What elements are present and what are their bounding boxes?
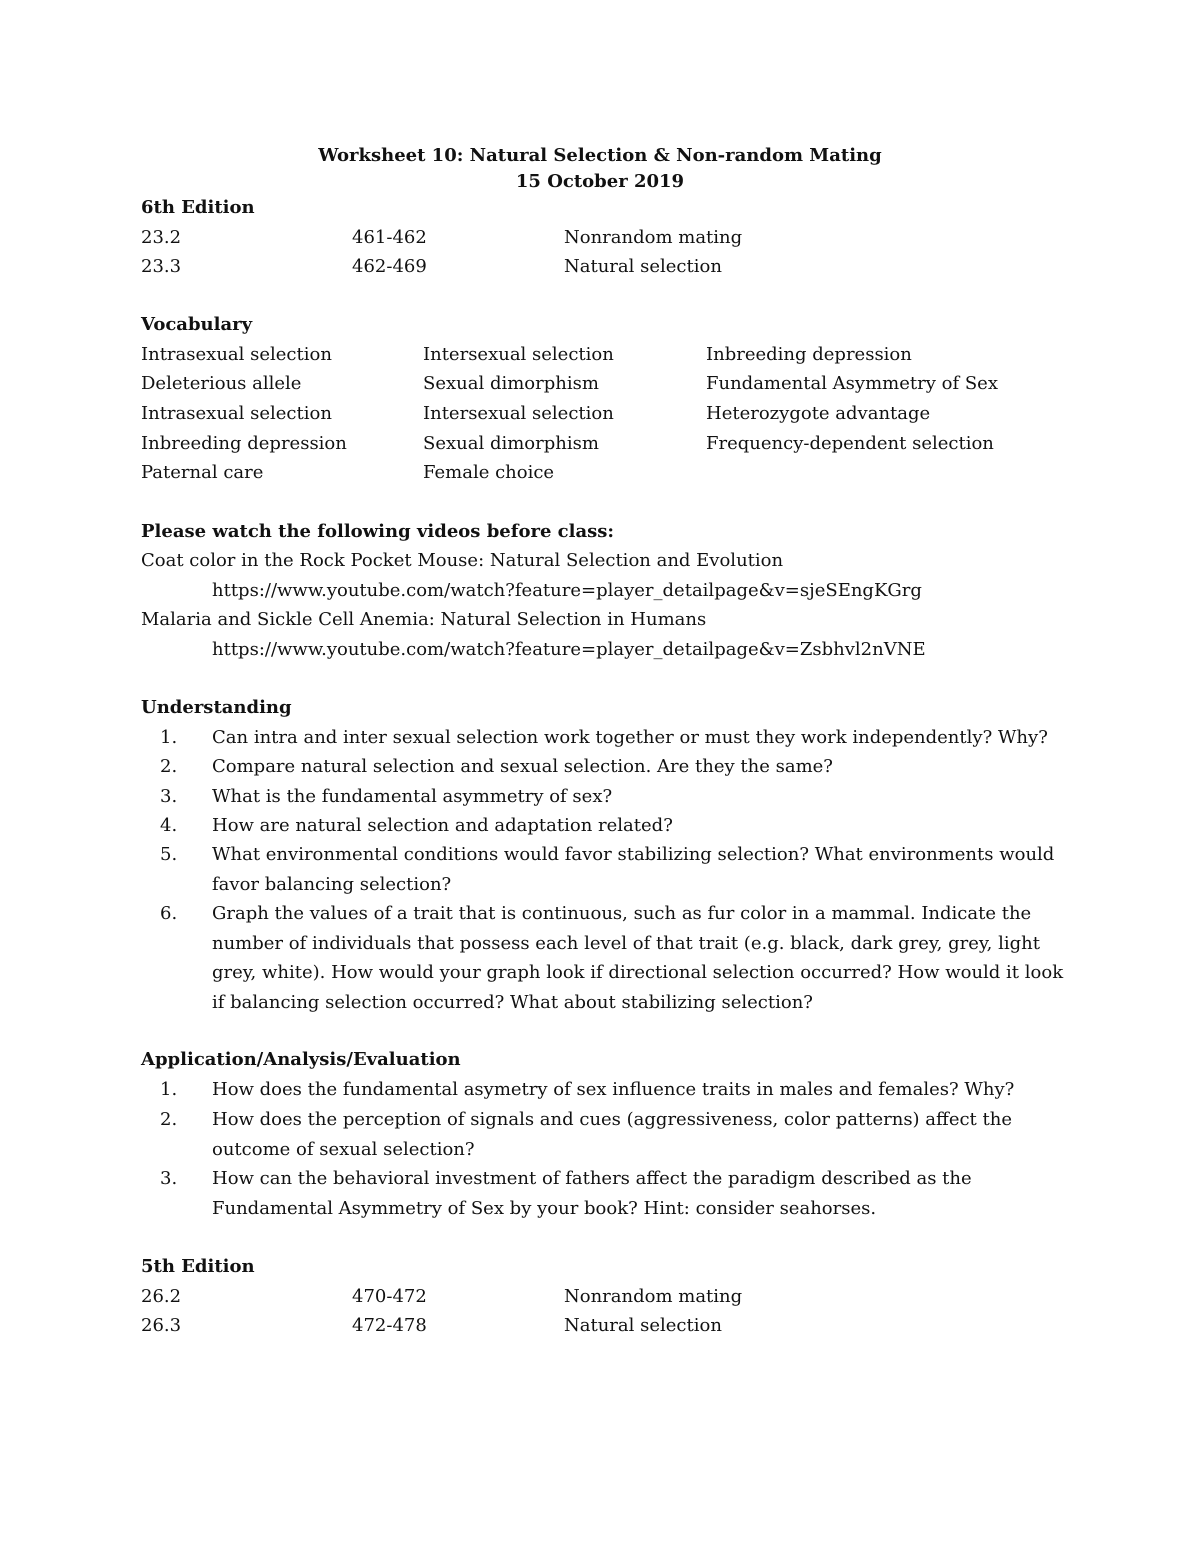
- application-question: How does the perception of signals and cues (aggressiveness, color patterns) affect the outcome of sexual selection?: [212, 1109, 1012, 1160]
- understanding-question: Compare natural selection and sexual selection. Are they the same?: [212, 756, 833, 777]
- vocab-term: Frequency-dependent selection: [706, 433, 994, 454]
- vocab-term: Sexual dimorphism: [423, 373, 599, 394]
- list-item-number: 3.: [160, 786, 178, 807]
- edition6-row1-pages: 461-462: [352, 227, 427, 248]
- list-item-number: 2.: [160, 1109, 178, 1130]
- edition6-heading: 6th Edition: [141, 197, 255, 218]
- vocab-term: Deleterious allele: [141, 373, 302, 394]
- vocab-term: Paternal care: [141, 462, 264, 483]
- edition5-row1-section: 26.2: [141, 1286, 182, 1307]
- vocab-term: Sexual dimorphism: [423, 433, 599, 454]
- application-question: How does the fundamental asymetry of sex influence traits in males and females? Why?: [212, 1079, 1015, 1100]
- vocab-term: Female choice: [423, 462, 555, 483]
- page-date: 15 October 2019: [515, 171, 685, 192]
- video-2-title: Malaria and Sickle Cell Anemia: Natural Selection in Humans: [141, 609, 707, 630]
- edition5-row2-section: 26.3: [141, 1315, 182, 1336]
- list-item-number: 5.: [160, 844, 178, 865]
- list-item-number: 1.: [160, 1079, 178, 1100]
- edition6-row1-section: 23.2: [141, 227, 182, 248]
- vocab-term: Intersexual selection: [423, 344, 614, 365]
- video-2-link[interactable]: https://www.youtube.com/watch?feature=player_detailpage&v=Zsbhvl2nVNE: [212, 639, 926, 660]
- understanding-question: What is the fundamental asymmetry of sex?: [212, 786, 613, 807]
- edition5-row1-topic: Nonrandom mating: [564, 1286, 743, 1307]
- vocabulary-heading: Vocabulary: [141, 314, 253, 335]
- list-item-number: 2.: [160, 756, 178, 777]
- vocab-term: Intersexual selection: [423, 403, 614, 424]
- edition6-row2-pages: 462-469: [352, 256, 427, 277]
- edition6-row2-section: 23.3: [141, 256, 182, 277]
- edition6-row1-topic: Nonrandom mating: [564, 227, 743, 248]
- video-1-title: Coat color in the Rock Pocket Mouse: Natural Selection and Evolution: [141, 550, 784, 571]
- vocab-term: Intrasexual selection: [141, 403, 332, 424]
- edition5-row1-pages: 470-472: [352, 1286, 427, 1307]
- application-heading: Application/Analysis/Evaluation: [141, 1049, 461, 1070]
- vocab-term: Inbreeding depression: [141, 433, 347, 454]
- list-item-number: 1.: [160, 727, 178, 748]
- vocab-term: Fundamental Asymmetry of Sex: [706, 373, 998, 394]
- page-title: Worksheet 10: Natural Selection & Non-random Mating: [318, 145, 882, 166]
- list-item-number: 4.: [160, 815, 178, 836]
- edition5-heading: 5th Edition: [141, 1256, 255, 1277]
- list-item-number: 6.: [160, 903, 178, 924]
- vocab-term: Heterozygote advantage: [706, 403, 931, 424]
- video-1-link[interactable]: https://www.youtube.com/watch?feature=player_detailpage&v=sjeSEngKGrg: [212, 580, 922, 601]
- understanding-question: How are natural selection and adaptation related?: [212, 815, 673, 836]
- list-item-number: 3.: [160, 1168, 178, 1189]
- vocab-term: Inbreeding depression: [706, 344, 912, 365]
- understanding-heading: Understanding: [141, 697, 292, 718]
- edition5-row2-topic: Natural selection: [564, 1315, 722, 1336]
- edition6-row2-topic: Natural selection: [564, 256, 722, 277]
- videos-heading: Please watch the following videos before class:: [141, 521, 615, 542]
- vocab-term: Intrasexual selection: [141, 344, 332, 365]
- understanding-question: Graph the values of a trait that is continuous, such as fur color in a mammal. Indicate the number of individuals that possess each level of that trait (e.g. black, dark grey, grey, light grey, white). How would your graph look if directional selection occurred? How would it look if balancing selection occurred? What about stabilizing selection?: [212, 903, 1064, 1013]
- edition5-row2-pages: 472-478: [352, 1315, 427, 1336]
- application-question: How can the behavioral investment of fathers affect the paradigm described as the Fundamental Asymmetry of Sex by your book? Hint: consider seahorses.: [212, 1168, 972, 1219]
- understanding-question: What environmental conditions would favor stabilizing selection? What environments would favor balancing selection?: [212, 844, 1055, 895]
- understanding-question: Can intra and inter sexual selection work together or must they work independently? Why?: [212, 727, 1048, 748]
